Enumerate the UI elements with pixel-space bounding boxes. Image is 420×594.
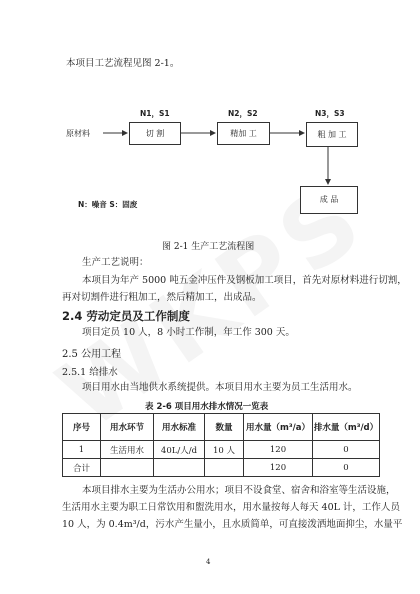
box-rough-label: 粗 加 工 [317,130,347,139]
box-product-label: 成 品 [319,195,339,204]
table-cell: 合计 [63,459,101,477]
header-cell: 排水量（m³/d） [313,414,380,441]
table-cell: 10 人 [205,441,244,459]
table-header-row [63,414,380,441]
page-number: 4 [206,558,211,566]
node-code-finish: N2，S2 [228,109,258,118]
section-2-5-1-heading: 2.5.1 给排水 [62,367,118,378]
box-cut [129,122,181,145]
box-cut-label: 切 割 [145,129,165,138]
box-finish-label: 精加 工 [230,129,257,138]
section-2-5-heading: 2.5 公用工程 [62,349,122,360]
input-material-label: 原材料 [66,129,90,138]
table-cell [205,459,244,477]
table-title: 表 2-6 项目用水排水情况一览表 [145,402,269,412]
table-row [63,459,380,477]
box-product [300,186,358,214]
box-rough [306,122,358,147]
diagram-legend: N：噪音 S：固废 [78,200,138,209]
node-code-rough: N3，S3 [315,109,345,118]
header-cell: 用水环节 [101,414,154,441]
table-cell: 120 [244,459,313,477]
table-cell: 0 [313,441,380,459]
box-finish [217,122,270,145]
node-code-cut: N1，S1 [140,109,170,118]
table-cell: 120 [244,441,313,459]
table-cell: 1 [63,441,101,459]
process-line-2: 再对切割件进行粗加工，然后精加工，出成品。 [62,292,262,303]
section-2-4-heading: 2.4 劳动定员及工作制度 [62,309,190,323]
process-title: 生产工艺说明： [82,257,149,268]
table-row [63,441,380,459]
table-cell: 0 [313,459,380,477]
drainage-line-2: 生活用水主要为职工日常饮用和盥洗用水，用水量按每人每天 40L 计，工作人员 [62,502,400,513]
header-cell: 序号 [63,414,101,441]
intro-text: 本项目工艺流程见图 2-1。 [66,58,180,69]
figure-caption: 图 2-1 生产工艺流程图 [162,242,255,252]
header-cell: 用水量（m³/a） [244,414,313,441]
table-cell [101,459,154,477]
table-cell: 40L/人/d [154,441,205,459]
process-line-1: 本项目为年产 5000 吨五金冲压件及钢板加工项目，首先对原材料进行切割， [82,275,407,286]
drainage-line-3: 10 人，为 0.4m³/d，污水产生量小，且水质简单，可直接泼洒地面抑尘，水量平 [62,519,403,530]
water-usage-table [62,413,380,477]
staff-text: 项目定员 10 人，8 小时工作制，年工作 300 天。 [82,327,295,338]
drainage-line-1: 本项目排水主要为生活办公用水；项目不设食堂、宿舍和浴室等生活设施， [82,485,396,496]
water-supply-text: 项目用水由当地供水系统提供。本项目用水主要为员工生活用水。 [82,382,358,393]
table-cell: 生活用水 [101,441,154,459]
header-cell: 数量 [205,414,244,441]
header-cell: 用水标准 [154,414,205,441]
table-cell [154,459,205,477]
